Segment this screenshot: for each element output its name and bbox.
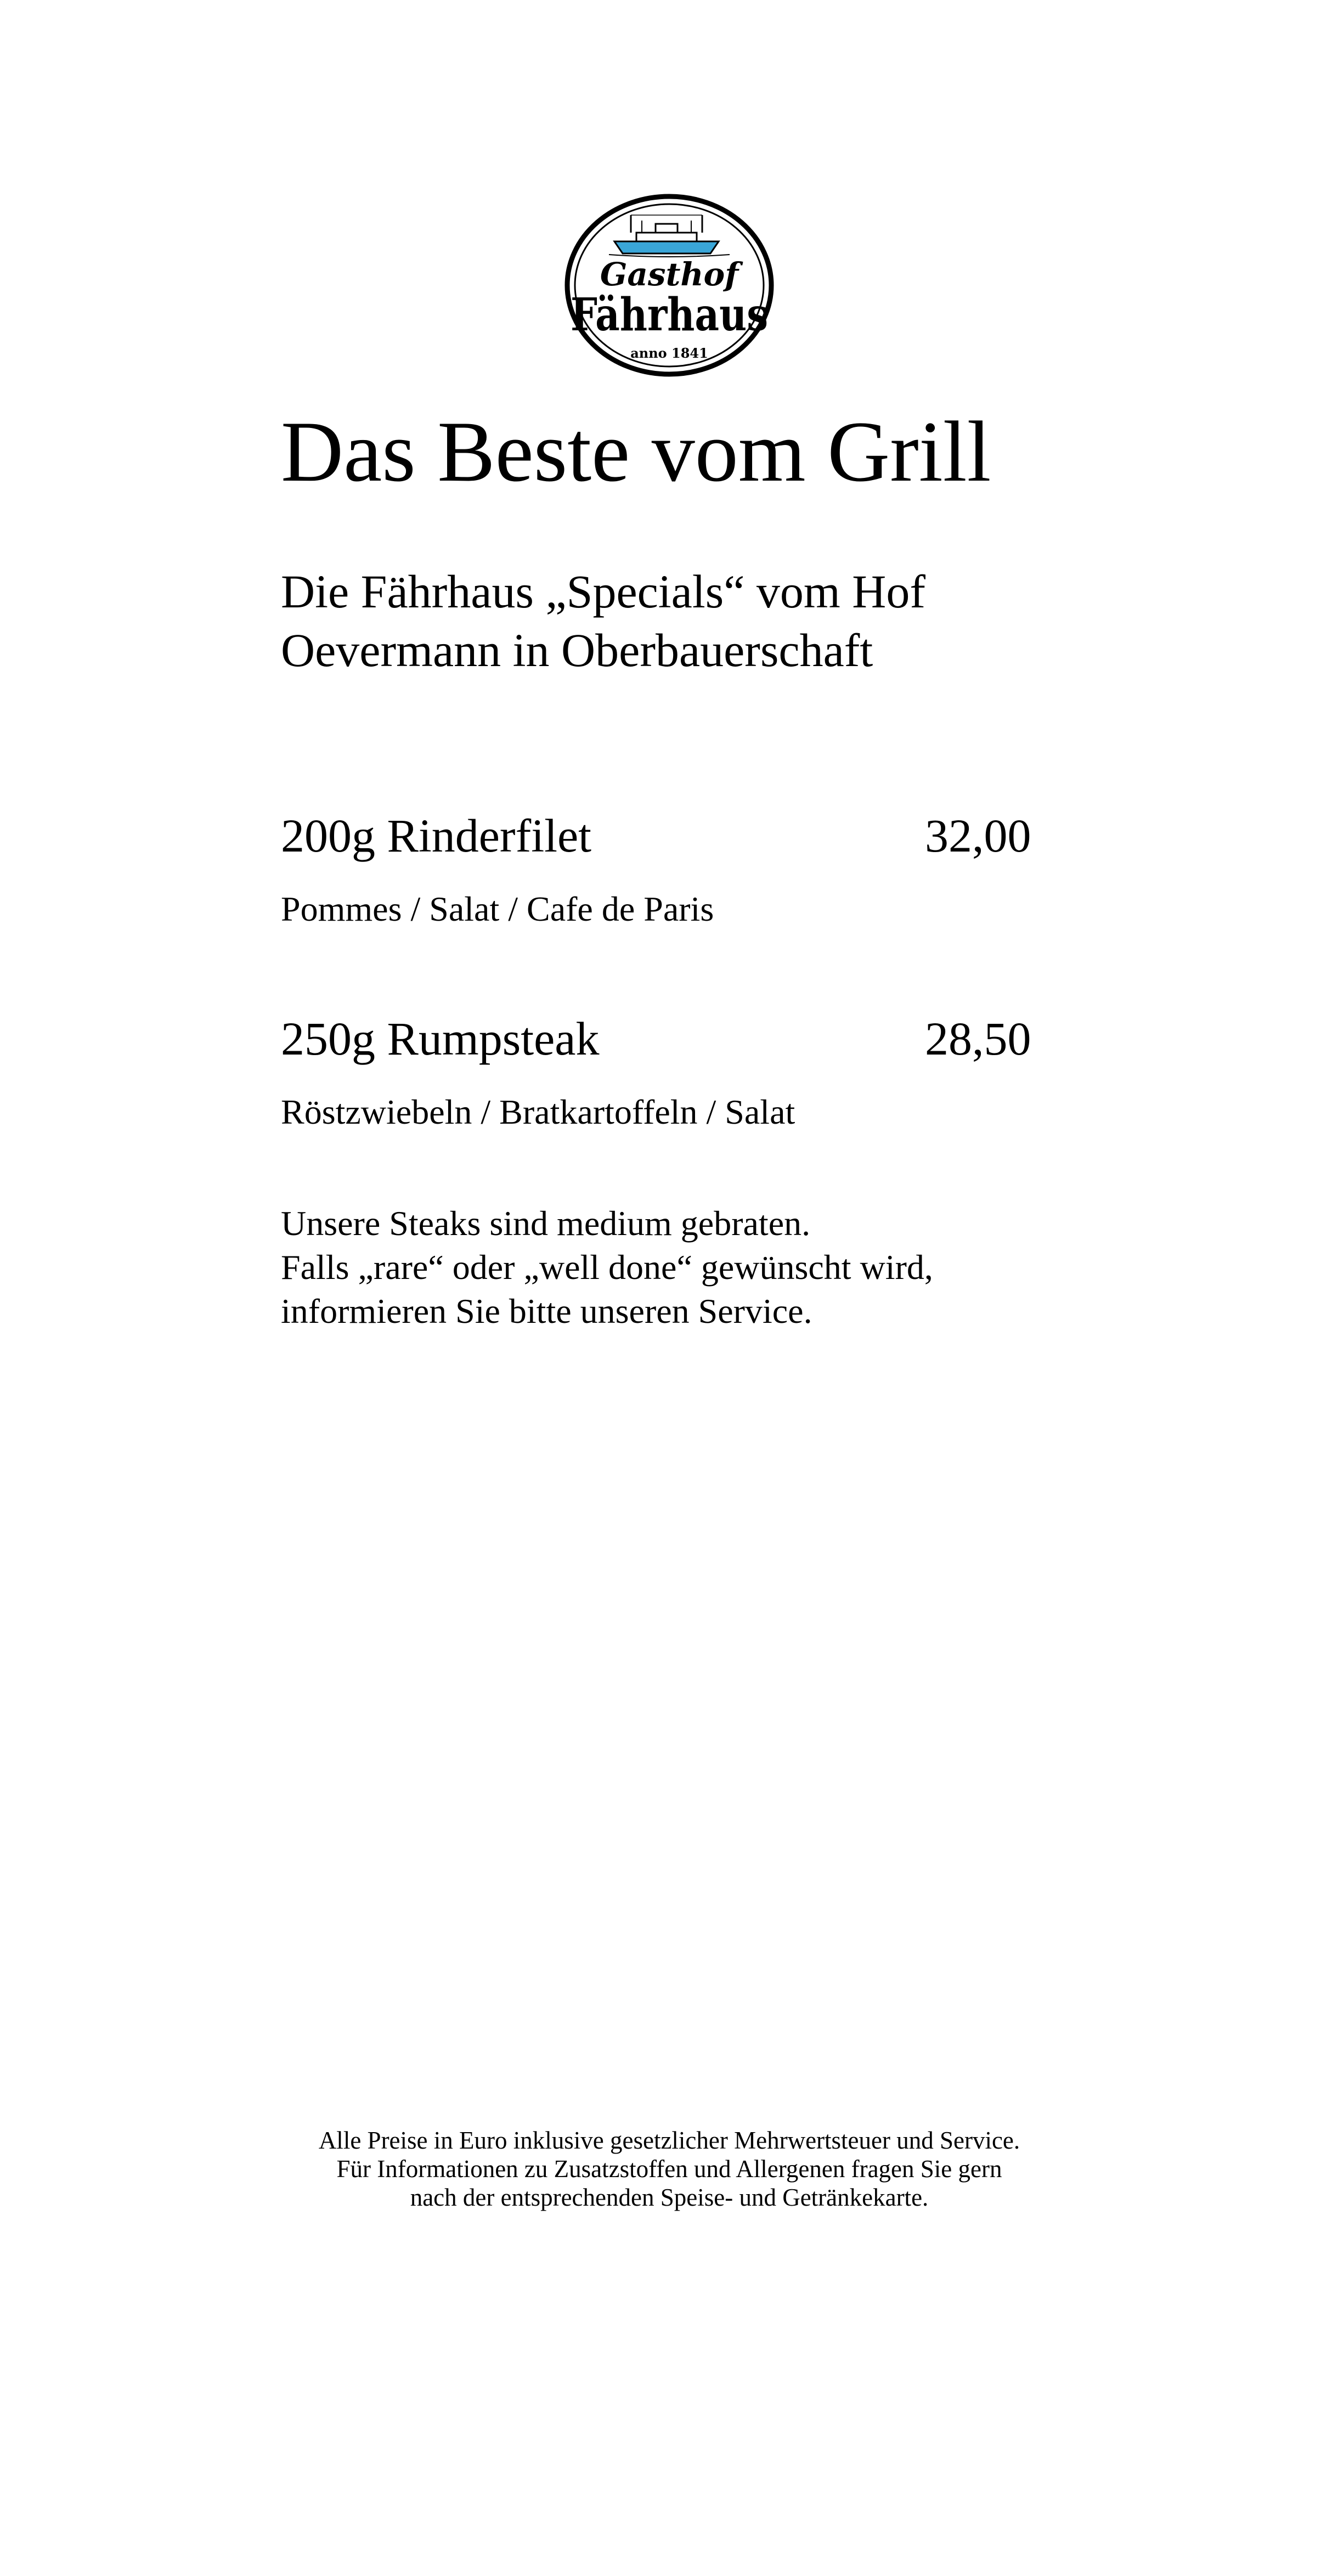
menu-item-price: 32,00 [925,809,1031,862]
gasthof-faehrhaus-logo [554,187,784,384]
menu-item-name: 250g Rumpsteak [281,1012,600,1065]
subtitle-line: Die Fährhaus „Specials“ vom Hof [281,565,926,618]
svg-text:anno 1841: anno 1841 [630,345,708,361]
menu-item-name: 200g Rinderfilet [281,809,592,862]
steak-note [281,1202,1159,1333]
subtitle-line: Oevermann in Oberbauerschaft [281,624,873,677]
note-line: informieren Sie bitte unseren Service. [281,1292,812,1331]
note-line: Unsere Steaks sind medium gebraten. [281,1204,811,1243]
menu-item-price: 28,50 [925,1012,1031,1065]
page-title: Das Beste vom Grill [281,404,991,500]
svg-text:Fährhaus: Fährhaus [571,289,768,341]
menu-item-description: Röstzwiebeln / Bratkartoffeln / Salat [281,1092,795,1131]
note-line: Falls „rare“ oder „well done“ gewünscht wird, [281,1248,933,1287]
footer-line: nach der entsprechenden Speise- und Getränkekarte. [410,2184,929,2211]
svg-text:Gasthof: Gasthof [600,256,739,293]
footer-line: Alle Preise in Euro inklusive gesetzlicher Mehrwertsteuer und Service. [318,2127,1020,2154]
menu-item-description: Pommes / Salat / Cafe de Paris [281,889,714,928]
ship-icon [609,215,730,257]
menu-subtitle [281,562,1104,680]
footer-line: Für Informationen zu Zusatzstoffen und Allergenen fragen Sie gern [336,2155,1002,2183]
price-footer [230,2126,1108,2212]
